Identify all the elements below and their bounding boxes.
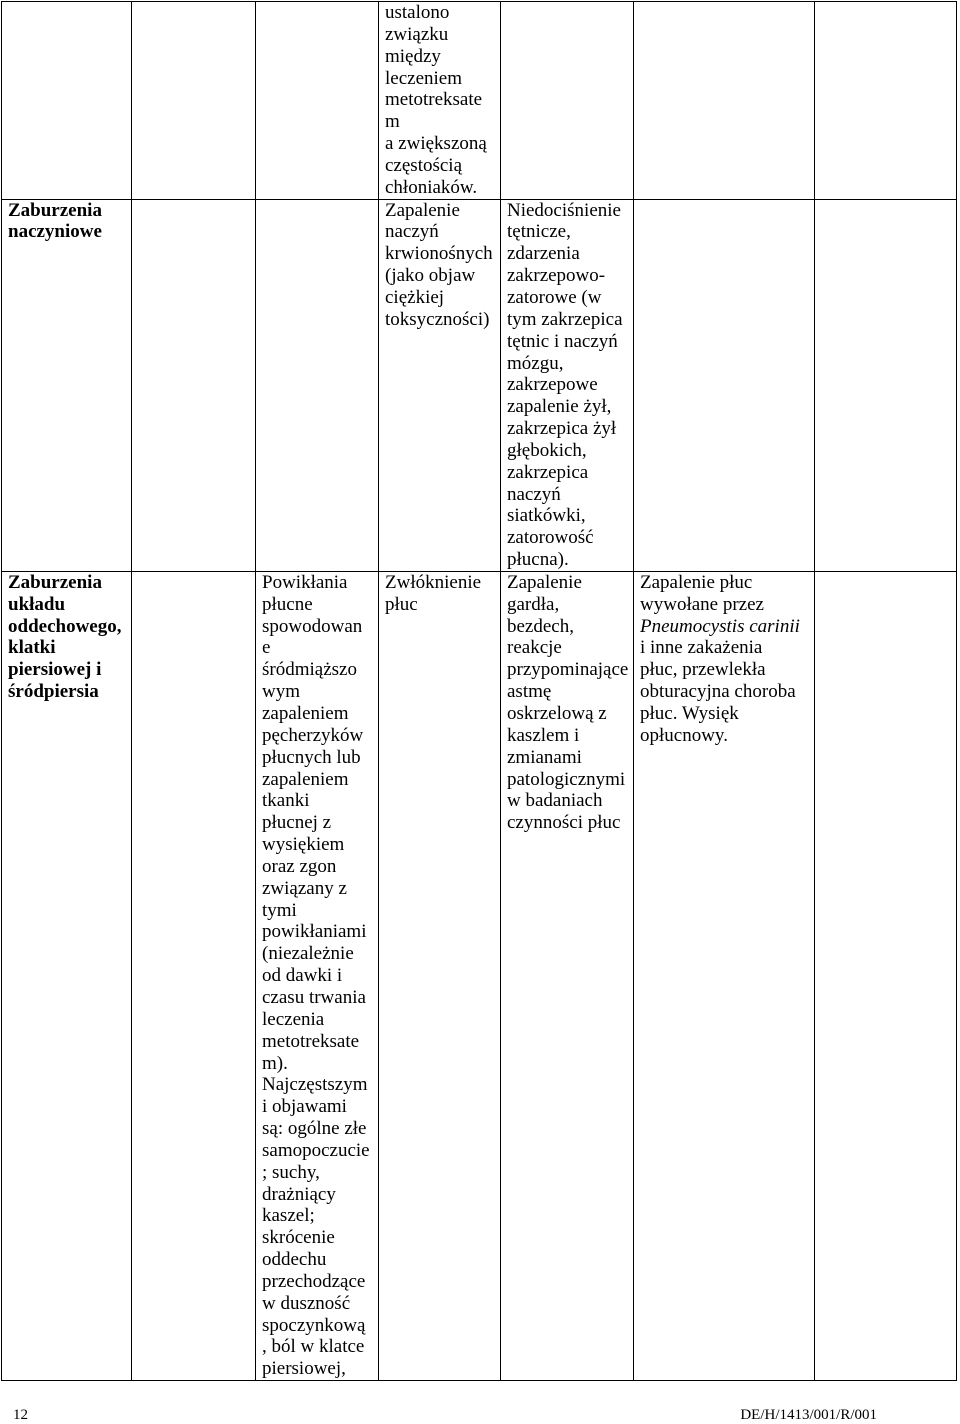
reaction-text: Zapalenie gardła, bezdech, reakcje przypominające astmę oskrzelową z kaszlem i zmianami patologicznymi w badaniach czynności płuc [501, 572, 634, 1381]
page-number: 12 [13, 1407, 28, 1423]
empty-cell [132, 2, 256, 200]
data-table [1, 1, 957, 1381]
empty-cell [815, 200, 957, 572]
reaction-text-part: Zapalenie płuc wywołane przez [640, 571, 764, 615]
system-organ-class: Zaburzenia układu oddechowego, klatki piersiowej i śródpiersia [2, 572, 132, 1381]
organism-name-italic: Pneumocystis carinii [640, 615, 800, 637]
reaction-text-mixed [634, 572, 815, 1381]
empty-cell [634, 200, 815, 572]
empty-cell [815, 2, 957, 200]
empty-cell [815, 572, 957, 1381]
empty-cell [132, 572, 256, 1381]
reaction-text: Zwłóknienie płuc [379, 572, 501, 1381]
empty-cell [634, 2, 815, 200]
empty-cell [256, 2, 379, 200]
empty-cell [256, 200, 379, 572]
system-organ-class: Zaburzenia naczyniowe [2, 200, 132, 572]
reaction-text: Niedociśnienie tętnicze, zdarzenia zakrzepowo- zatorowe (w tym zakrzepica tętnic i naczyń mózgu, zakrzepowe zapalenie żył, zakrzepica żył głębokich, zakrzepica naczyń siatkówki, zatorowość płucna). [501, 200, 634, 572]
empty-cell [501, 2, 634, 200]
document-reference: DE/H/1413/001/R/001 [740, 1407, 877, 1423]
reaction-text: Zapalenie naczyń krwionośnych (jako objaw ciężkiej toksyczności) [379, 200, 501, 572]
reaction-text: ustalono związku między leczeniem metotreksate m a zwiększoną częstością chłoniaków. [379, 2, 501, 200]
empty-cell [132, 200, 256, 572]
reaction-text-part: i inne zakażenia płuc, przewlekła obturacyjna choroba płuc. Wysięk opłucnowy. [640, 637, 796, 746]
empty-cell [2, 2, 132, 200]
reaction-text: Powikłania płucne spowodowan e śródmiąższo wym zapaleniem pęcherzyków płucnych lub zapaleniem tkanki płucnej z wysiękiem oraz zgon związany z tymi powikłaniami (niezależnie od dawki i czasu trwania leczenia metotreksate m). Najczęstszym i objawami są: ogólne złe samopoczucie ; suchy, drażniący kaszel; skrócenie oddechu przechodzące w duszność spoczynkową , ból w klatce piersiowej, [256, 572, 379, 1381]
